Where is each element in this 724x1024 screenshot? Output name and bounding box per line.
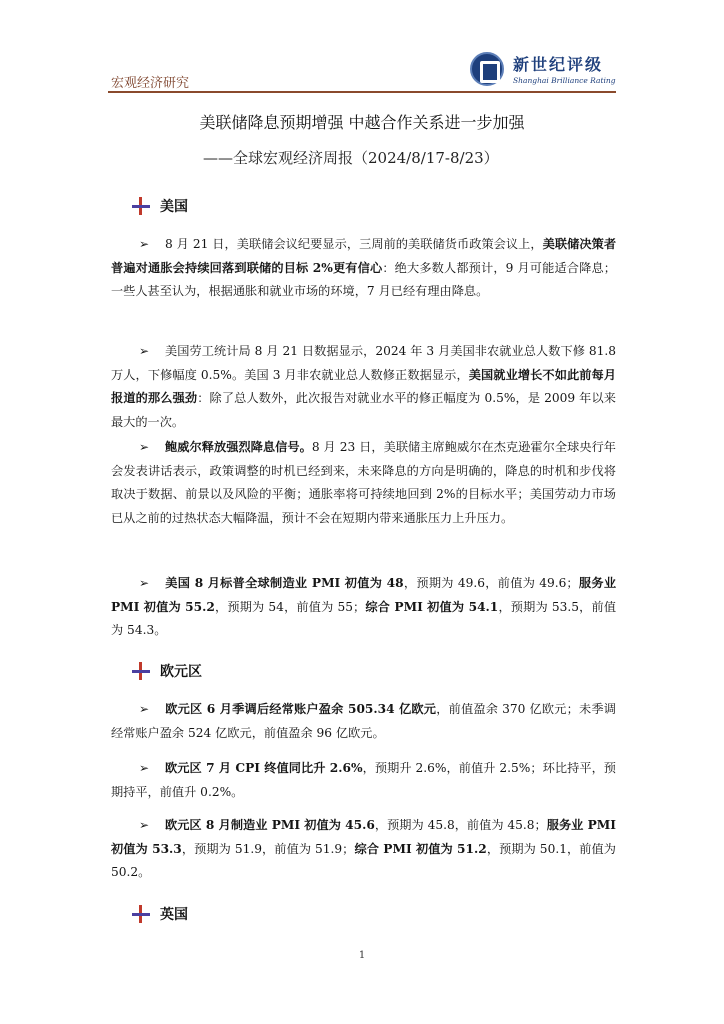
text: 8 月 21 日，美联储会议纪要显示，三周前的美联储货币政策会议上， [165,237,543,251]
text: ，前值盈余 370 亿欧元；未季调经常账户盈余 524 亿欧元，前值盈余 96 亿欧元。 [111,702,616,740]
bold-text: 服务业 PMI 初值为 53.3 [111,818,616,856]
arrow-bullet-icon: ➢ [139,344,150,358]
header-rule [108,91,616,93]
bold-text: 综合 PMI 初值为 51.2 [354,841,487,856]
text: ，预期升 2.6%，前值升 2.5%；环比持平，预期持平，前值升 0.2%。 [111,761,616,799]
arrow-bullet-icon: ➢ [139,702,150,716]
paragraph [111,436,616,530]
bold-text: 美国 8 月标普全球制造业 PMI 初值为 48 [165,576,404,590]
arrow-bullet-icon: ➢ [139,237,150,251]
bold-text: 服务业 PMI 初值为 55.2 [111,576,617,614]
arrow-bullet-icon: ➢ [139,818,150,832]
bold-text: 欧元区 8 月制造业 PMI 初值为 45.6 [165,818,375,832]
cross-bullet-icon [132,197,150,215]
header-label: 宏观经济研究 [111,76,190,91]
bold-text: 鲍威尔释放强烈降息信号。 [165,440,312,454]
page-number: 1 [358,950,366,961]
logo-emblem-icon [470,52,504,86]
bold-text: 欧元区 6 月季调后经常账户盈余 505.34 亿欧元 [165,702,437,716]
text: ：除了总人数外，此次报告对就业水平的修正幅度为 0.5%，是 2009 年以来最大的一次。 [111,391,616,429]
bold-text: 美国就业增长不如此前每月报道的那么强劲 [111,367,617,405]
text: ，预期为 50.1，前值为 50.2。 [111,841,616,879]
text: 美国劳工统计局 8 月 21 日数据显示，2024 年 3 月美国非农就业总人数下修 81.8 万人，下修幅度 0.5%。美国 3 月非农就业总人数修正数据显示， [111,344,616,382]
arrow-bullet-icon: ➢ [139,440,150,454]
cross-bullet-icon [132,662,150,680]
arrow-bullet-icon: ➢ [139,576,150,590]
text: ，预期为 51.9，前值为 51.9； [181,841,355,856]
page-title: 美联储降息预期增强 中越合作关系进一步加强 [199,113,525,132]
logo-name: 新世纪评级 [513,55,604,74]
paragraph [111,572,616,643]
text: 8 月 23 日，美联储主席鲍威尔在杰克逊霍尔全球央行年会发表讲话表示，政策调整的时机已经到来，未来降息的方向是明确的，降息的时机和步伐将取决于数据、前景以及风险的平衡；通胀率将可持续地回到 2%的目标水平；美国劳动力市场已从之前的过热状态大幅降温，预计不会在短期内带来通胀压力上升压力。 [111,440,616,525]
cross-bullet-icon [132,905,150,923]
paragraph [111,340,616,434]
section-label: 欧元区 [160,664,202,680]
logo-english-name: Shanghai Brilliance Rating [513,76,616,85]
section-eurozone [132,660,202,682]
text: ，预期为 49.6，前值为 49.6； [403,576,579,590]
paragraph [111,698,616,745]
section-us [132,195,188,217]
text: ，预期为 53.5，前值为 54.3。 [111,599,617,637]
text: ，预期为 54，前值为 55； [214,599,366,614]
page-subtitle: ——全球宏观经济周报（2024/8/17-8/23） [203,149,499,167]
bold-text: 欧元区 7 月 CPI 终值同比升 2.6% [165,761,363,775]
bold-text: 综合 PMI 初值为 54.1 [365,599,499,614]
bold-text: 美联储决策者普遍对通胀会持续回落到联储的目标 2%更有信心 [111,237,617,275]
section-label: 美国 [160,199,188,215]
text: ，预期为 45.8，前值为 45.8； [374,818,547,832]
logo [470,50,620,90]
section-label: 英国 [160,907,188,923]
text: ：绝大多数人都预计，9 月可能适合降息；一些人甚至认为，根据通胀和就业市场的环境，7 月已经有理由降息。 [111,260,616,298]
arrow-bullet-icon: ➢ [139,761,150,775]
paragraph [111,233,616,304]
section-uk [132,903,188,925]
paragraph [111,814,616,885]
paragraph [111,757,616,804]
